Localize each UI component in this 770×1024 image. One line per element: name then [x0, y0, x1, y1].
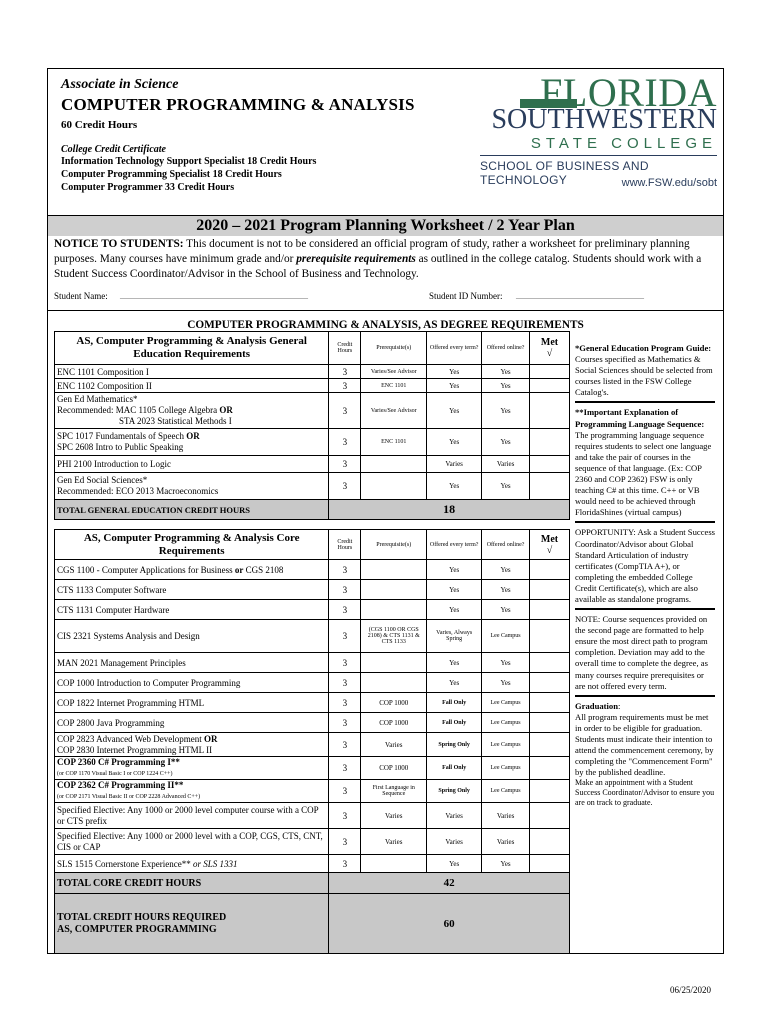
- course-name: Specified Elective: Any 1000 or 2000 level with a COP, CGS, CTS, CNT, CIS or CAP: [55, 829, 329, 855]
- logo-southwestern: SOUTHWESTERN: [491, 104, 717, 135]
- worksheet-frame: [47, 68, 724, 954]
- online-cell: Yes: [482, 473, 530, 500]
- prereq-cell: Varies: [361, 733, 427, 757]
- online-cell: Yes: [482, 855, 530, 873]
- table-row: [55, 733, 570, 757]
- term-cell: Fall Only: [427, 713, 482, 733]
- core-total-row: [55, 873, 570, 894]
- prereq-cell: (CGS 1100 OR CGS 2108) & CTS 1131 & CTS 1133: [361, 620, 427, 653]
- prereq-cell: First Language in Sequence: [361, 780, 427, 803]
- prereq-cell: [361, 855, 427, 873]
- online-cell: Lee Campus: [482, 713, 530, 733]
- term-cell: Varies: [427, 829, 482, 855]
- prereq-cell: [361, 673, 427, 693]
- student-id-label: Student ID Number:: [429, 291, 503, 301]
- course-name: SPC 1017 Fundamentals of Speech OR SPC 2608 Intro to Public Speaking: [55, 429, 329, 456]
- prereq-cell: COP 1000: [361, 713, 427, 733]
- table-row: [55, 653, 570, 673]
- prereq-cell: [361, 600, 427, 620]
- credit-cell: 3: [329, 713, 361, 733]
- sidebar-notes: [575, 331, 715, 808]
- table-row: [55, 365, 570, 379]
- fsw-logo: [480, 70, 717, 193]
- core-table: [54, 529, 570, 954]
- logo-state-college: STATE COLLEGE: [530, 135, 717, 152]
- table-row: [55, 600, 570, 620]
- credit-cell: 3: [329, 780, 361, 803]
- met-checkbox[interactable]: [530, 653, 570, 673]
- table-row: [55, 560, 570, 580]
- logo-florida: FLORIDA: [540, 70, 717, 115]
- notice-emphasis: prerequisite requirements: [296, 253, 416, 265]
- col-offered-term: Offered every term?: [427, 332, 482, 365]
- term-cell: Varies: [427, 803, 482, 829]
- gen-ed-total-row: [55, 500, 570, 520]
- online-cell: Lee Campus: [482, 757, 530, 780]
- prereq-cell: ENC 1101: [361, 379, 427, 393]
- gen-ed-note: *General Education Program Guide: Courses specified as Mathematics & Social Sciences should be selected from courses listed in the FSW College Catalog's.: [575, 343, 713, 398]
- total-value: 18: [329, 500, 570, 520]
- credit-cell: 3: [329, 379, 361, 393]
- opportunity-note: OPPORTUNITY: Ask a Student Success Coordinator/Advisor about Global Standard Articulation of industry certificates (CompTIA A+), or completing the embedded College Credit Certificate(s), which are also available as standalone programs.: [575, 527, 716, 604]
- prereq-cell: Varies/See Advisor: [361, 365, 427, 379]
- course-name: CGS 1100 - Computer Applications for Business or CGS 2108: [55, 560, 329, 580]
- certificate-heading: College Credit Certificate: [61, 144, 166, 155]
- online-cell: Yes: [482, 429, 530, 456]
- term-cell: Yes: [427, 560, 482, 580]
- col-credit: Credit Hours: [329, 530, 361, 560]
- col-credit: Credit Hours: [329, 332, 361, 365]
- program-info: [61, 77, 415, 194]
- prereq-cell: [361, 580, 427, 600]
- met-checkbox[interactable]: [530, 855, 570, 873]
- term-cell: Yes: [427, 855, 482, 873]
- online-cell: Yes: [482, 653, 530, 673]
- met-checkbox[interactable]: [530, 473, 570, 500]
- met-checkbox[interactable]: [530, 713, 570, 733]
- website: www.FSW.edu/sobt: [621, 177, 717, 189]
- credit-hours: 60 Credit Hours: [61, 119, 138, 131]
- prereq-cell: Varies: [361, 803, 427, 829]
- logo-divider: [480, 155, 717, 156]
- table-row: [55, 379, 570, 393]
- graduation-advice: Make an appointment with a Student Success Coordinator/Advisor to ensure you are on track to graduate.: [575, 778, 715, 808]
- met-checkbox[interactable]: [530, 780, 570, 803]
- col-met: Met √: [530, 530, 570, 560]
- met-checkbox[interactable]: [530, 757, 570, 780]
- col-offered-online: Offered online?: [482, 332, 530, 365]
- credit-cell: 3: [329, 600, 361, 620]
- total-label: TOTAL CORE CREDIT HOURS: [55, 873, 329, 894]
- term-cell: Varies, Always Spring: [427, 620, 482, 653]
- worksheet-title: 2020 – 2021 Program Planning Worksheet / 2 Year Plan: [48, 216, 723, 236]
- prereq-cell: COP 1000: [361, 693, 427, 713]
- met-checkbox[interactable]: [530, 365, 570, 379]
- total-label: TOTAL GENERAL EDUCATION CREDIT HOURS: [55, 500, 329, 520]
- divider: [48, 310, 723, 311]
- term-cell: Yes: [427, 653, 482, 673]
- online-cell: Yes: [482, 673, 530, 693]
- table-row: [55, 803, 570, 829]
- course-name: ENC 1102 Composition II: [55, 379, 329, 393]
- term-cell: Yes: [427, 580, 482, 600]
- degree-type: Associate in Science: [61, 77, 179, 92]
- notice: [54, 237, 718, 282]
- col-prereq: Prerequisite(s): [361, 530, 427, 560]
- credit-cell: 3: [329, 620, 361, 653]
- credit-cell: 3: [329, 365, 361, 379]
- term-cell: Varies: [427, 456, 482, 473]
- term-cell: Spring Only: [427, 780, 482, 803]
- course-name: CTS 1131 Computer Hardware: [55, 600, 329, 620]
- school-name: SCHOOL OF BUSINESS AND TECHNOLOGY: [480, 159, 649, 187]
- student-name-field[interactable]: _______________________________________________: [120, 291, 308, 300]
- certificate-item: Computer Programmer 33 Credit Hours: [61, 182, 235, 193]
- table-row: [55, 713, 570, 733]
- online-cell: Yes: [482, 365, 530, 379]
- course-name: COP 1000 Introduction to Computer Programming: [55, 673, 329, 693]
- core-title: AS, Computer Programming & Analysis Core Requirements: [55, 530, 329, 560]
- prereq-cell: [361, 456, 427, 473]
- notice-text: This document is not to be considered an official program of study, rather a worksheet for preliminary planning purposes. Many courses have minimum grade and/or: [54, 238, 690, 265]
- graduation-note: Graduation: All program requirements must be met in order to be eligible for graduation. Students must indicate their intention to attend the commencement ceremony, by completing the "Commencement Form" by the published deadline.: [575, 700, 714, 778]
- course-name: Specified Elective: Any 1000 or 2000 level computer course with a COP or CTS prefix: [55, 803, 329, 829]
- sequence-note: NOTE: Course sequences provided on the second page are formatted to help ensure the most direct path to program completion. Deviation may add to the overall time to complete the degree, as many courses require prerequisites or are not offered every term.: [575, 614, 708, 691]
- online-cell: Lee Campus: [482, 620, 530, 653]
- course-name: COP 2360 C# Programming I** (or COP 1170 Visual Basic I or COP 1224 C++): [55, 757, 329, 780]
- gen-ed-table: [54, 331, 570, 520]
- course-name: CIS 2321 Systems Analysis and Design: [55, 620, 329, 653]
- credit-cell: 3: [329, 803, 361, 829]
- table-row: [55, 580, 570, 600]
- prereq-cell: [361, 653, 427, 673]
- met-checkbox[interactable]: [530, 580, 570, 600]
- course-name: ENC 1101 Composition I: [55, 365, 329, 379]
- program-name: COMPUTER PROGRAMMING & ANALYSIS: [61, 95, 415, 114]
- table-header-row: [55, 332, 570, 365]
- term-cell: Yes: [427, 393, 482, 429]
- credit-cell: 3: [329, 560, 361, 580]
- divider: [575, 695, 715, 697]
- online-cell: Yes: [482, 600, 530, 620]
- table-row: [55, 829, 570, 855]
- credit-cell: 3: [329, 580, 361, 600]
- table-row: [55, 620, 570, 653]
- divider: [575, 401, 715, 403]
- credit-cell: 3: [329, 855, 361, 873]
- divider: [575, 521, 715, 523]
- course-name: PHI 2100 Introduction to Logic: [55, 456, 329, 473]
- table-row: [55, 393, 570, 429]
- term-cell: Yes: [427, 379, 482, 393]
- course-name: CTS 1133 Computer Software: [55, 580, 329, 600]
- met-checkbox[interactable]: [530, 829, 570, 855]
- table-row: [55, 855, 570, 873]
- col-offered-online: Offered online?: [482, 530, 530, 560]
- prereq-cell: Varies: [361, 829, 427, 855]
- term-cell: Yes: [427, 473, 482, 500]
- requirements-title: COMPUTER PROGRAMMING & ANALYSIS, AS DEGREE REQUIREMENTS: [187, 319, 584, 331]
- met-checkbox[interactable]: [530, 429, 570, 456]
- certificate-item: Computer Programming Specialist 18 Credit Hours: [61, 169, 282, 180]
- term-cell: Yes: [427, 600, 482, 620]
- col-met: Met √: [530, 332, 570, 365]
- course-name: COP 1822 Internet Programming HTML: [55, 693, 329, 713]
- online-cell: Varies: [482, 829, 530, 855]
- header: [48, 69, 723, 216]
- met-checkbox[interactable]: [530, 456, 570, 473]
- course-name: COP 2823 Advanced Web Development OR COP 2830 Internet Programming HTML II: [55, 733, 329, 757]
- prereq-cell: [361, 473, 427, 500]
- credit-cell: 3: [329, 829, 361, 855]
- online-cell: Lee Campus: [482, 780, 530, 803]
- course-name: SLS 1515 Cornerstone Experience** or SLS 1331: [55, 855, 329, 873]
- online-cell: Varies: [482, 456, 530, 473]
- term-cell: Yes: [427, 429, 482, 456]
- met-checkbox[interactable]: [530, 803, 570, 829]
- notice-text-2: as outlined in the college catalog. Students should work with a Student Success Coordinator/Advisor in the School of Business and Technology.: [54, 253, 702, 280]
- prereq-cell: [361, 560, 427, 580]
- credit-cell: 3: [329, 456, 361, 473]
- online-cell: Yes: [482, 580, 530, 600]
- term-cell: Yes: [427, 365, 482, 379]
- table-row: [55, 693, 570, 713]
- term-cell: Fall Only: [427, 757, 482, 780]
- met-checkbox[interactable]: [530, 733, 570, 757]
- grand-total-row: [55, 894, 570, 954]
- grand-total-value: 60: [329, 894, 570, 954]
- met-checkbox[interactable]: [530, 620, 570, 653]
- online-cell: Varies: [482, 803, 530, 829]
- credit-cell: 3: [329, 757, 361, 780]
- online-cell: Lee Campus: [482, 693, 530, 713]
- online-cell: Yes: [482, 393, 530, 429]
- credit-cell: 3: [329, 733, 361, 757]
- table-row: [55, 429, 570, 456]
- course-name: Gen Ed Mathematics* Recommended: MAC 1105 College Algebra OR STA 2023 Statistical Methods I: [55, 393, 329, 429]
- student-name-label: Student Name:: [54, 291, 108, 301]
- table-header-row: [55, 530, 570, 560]
- table-row: [55, 757, 570, 780]
- credit-cell: 3: [329, 473, 361, 500]
- table-row: [55, 673, 570, 693]
- gen-ed-title: AS, Computer Programming & Analysis General Education Requirements: [55, 332, 329, 365]
- student-id-field[interactable]: ________________________________: [516, 291, 644, 300]
- met-checkbox[interactable]: [530, 693, 570, 713]
- course-name: MAN 2021 Management Principles: [55, 653, 329, 673]
- notice-label: NOTICE TO STUDENTS:: [54, 238, 184, 250]
- met-checkbox[interactable]: [530, 379, 570, 393]
- term-cell: Spring Only: [427, 733, 482, 757]
- course-name: COP 2800 Java Programming: [55, 713, 329, 733]
- credit-cell: 3: [329, 393, 361, 429]
- prereq-cell: COP 1000: [361, 757, 427, 780]
- credit-cell: 3: [329, 653, 361, 673]
- certificate-item: Information Technology Support Specialist 18 Credit Hours: [61, 156, 317, 167]
- total-value: 42: [329, 873, 570, 894]
- grand-total-label: TOTAL CREDIT HOURS REQUIRED AS, COMPUTER PROGRAMMING: [55, 894, 329, 954]
- online-cell: Yes: [482, 379, 530, 393]
- footer-date: 06/25/2020: [670, 985, 712, 995]
- met-checkbox[interactable]: [530, 393, 570, 429]
- divider: [575, 608, 715, 610]
- online-cell: Yes: [482, 560, 530, 580]
- credit-cell: 3: [329, 673, 361, 693]
- prereq-cell: Varies/See Advisor: [361, 393, 427, 429]
- language-note: **Important Explanation of Programming Language Sequence: The programming language sequence requires students to select one language and take the pair of courses in the sequence of that language. (Ex: COP 2360 and COP 2362) FSW is only teaching C# at this time. C++ or VB would need to be achieved through FloridaShines (virtual campus): [575, 407, 712, 518]
- prereq-cell: ENC 1101: [361, 429, 427, 456]
- met-checkbox[interactable]: [530, 560, 570, 580]
- course-name: Gen Ed Social Sciences* Recommended: ECO 2013 Macroeconomics: [55, 473, 329, 500]
- online-cell: Lee Campus: [482, 733, 530, 757]
- table-row: [55, 456, 570, 473]
- credit-cell: 3: [329, 693, 361, 713]
- met-checkbox[interactable]: [530, 600, 570, 620]
- met-checkbox[interactable]: [530, 673, 570, 693]
- table-row: [55, 780, 570, 803]
- course-name: COP 2362 C# Programming II** (or COP 2171 Visual Basic II or COP 2228 Advanced C++): [55, 780, 329, 803]
- col-prereq: Prerequisite(s): [361, 332, 427, 365]
- credit-cell: 3: [329, 429, 361, 456]
- term-cell: Fall Only: [427, 693, 482, 713]
- col-offered-term: Offered every term?: [427, 530, 482, 560]
- table-row: [55, 473, 570, 500]
- term-cell: Yes: [427, 673, 482, 693]
